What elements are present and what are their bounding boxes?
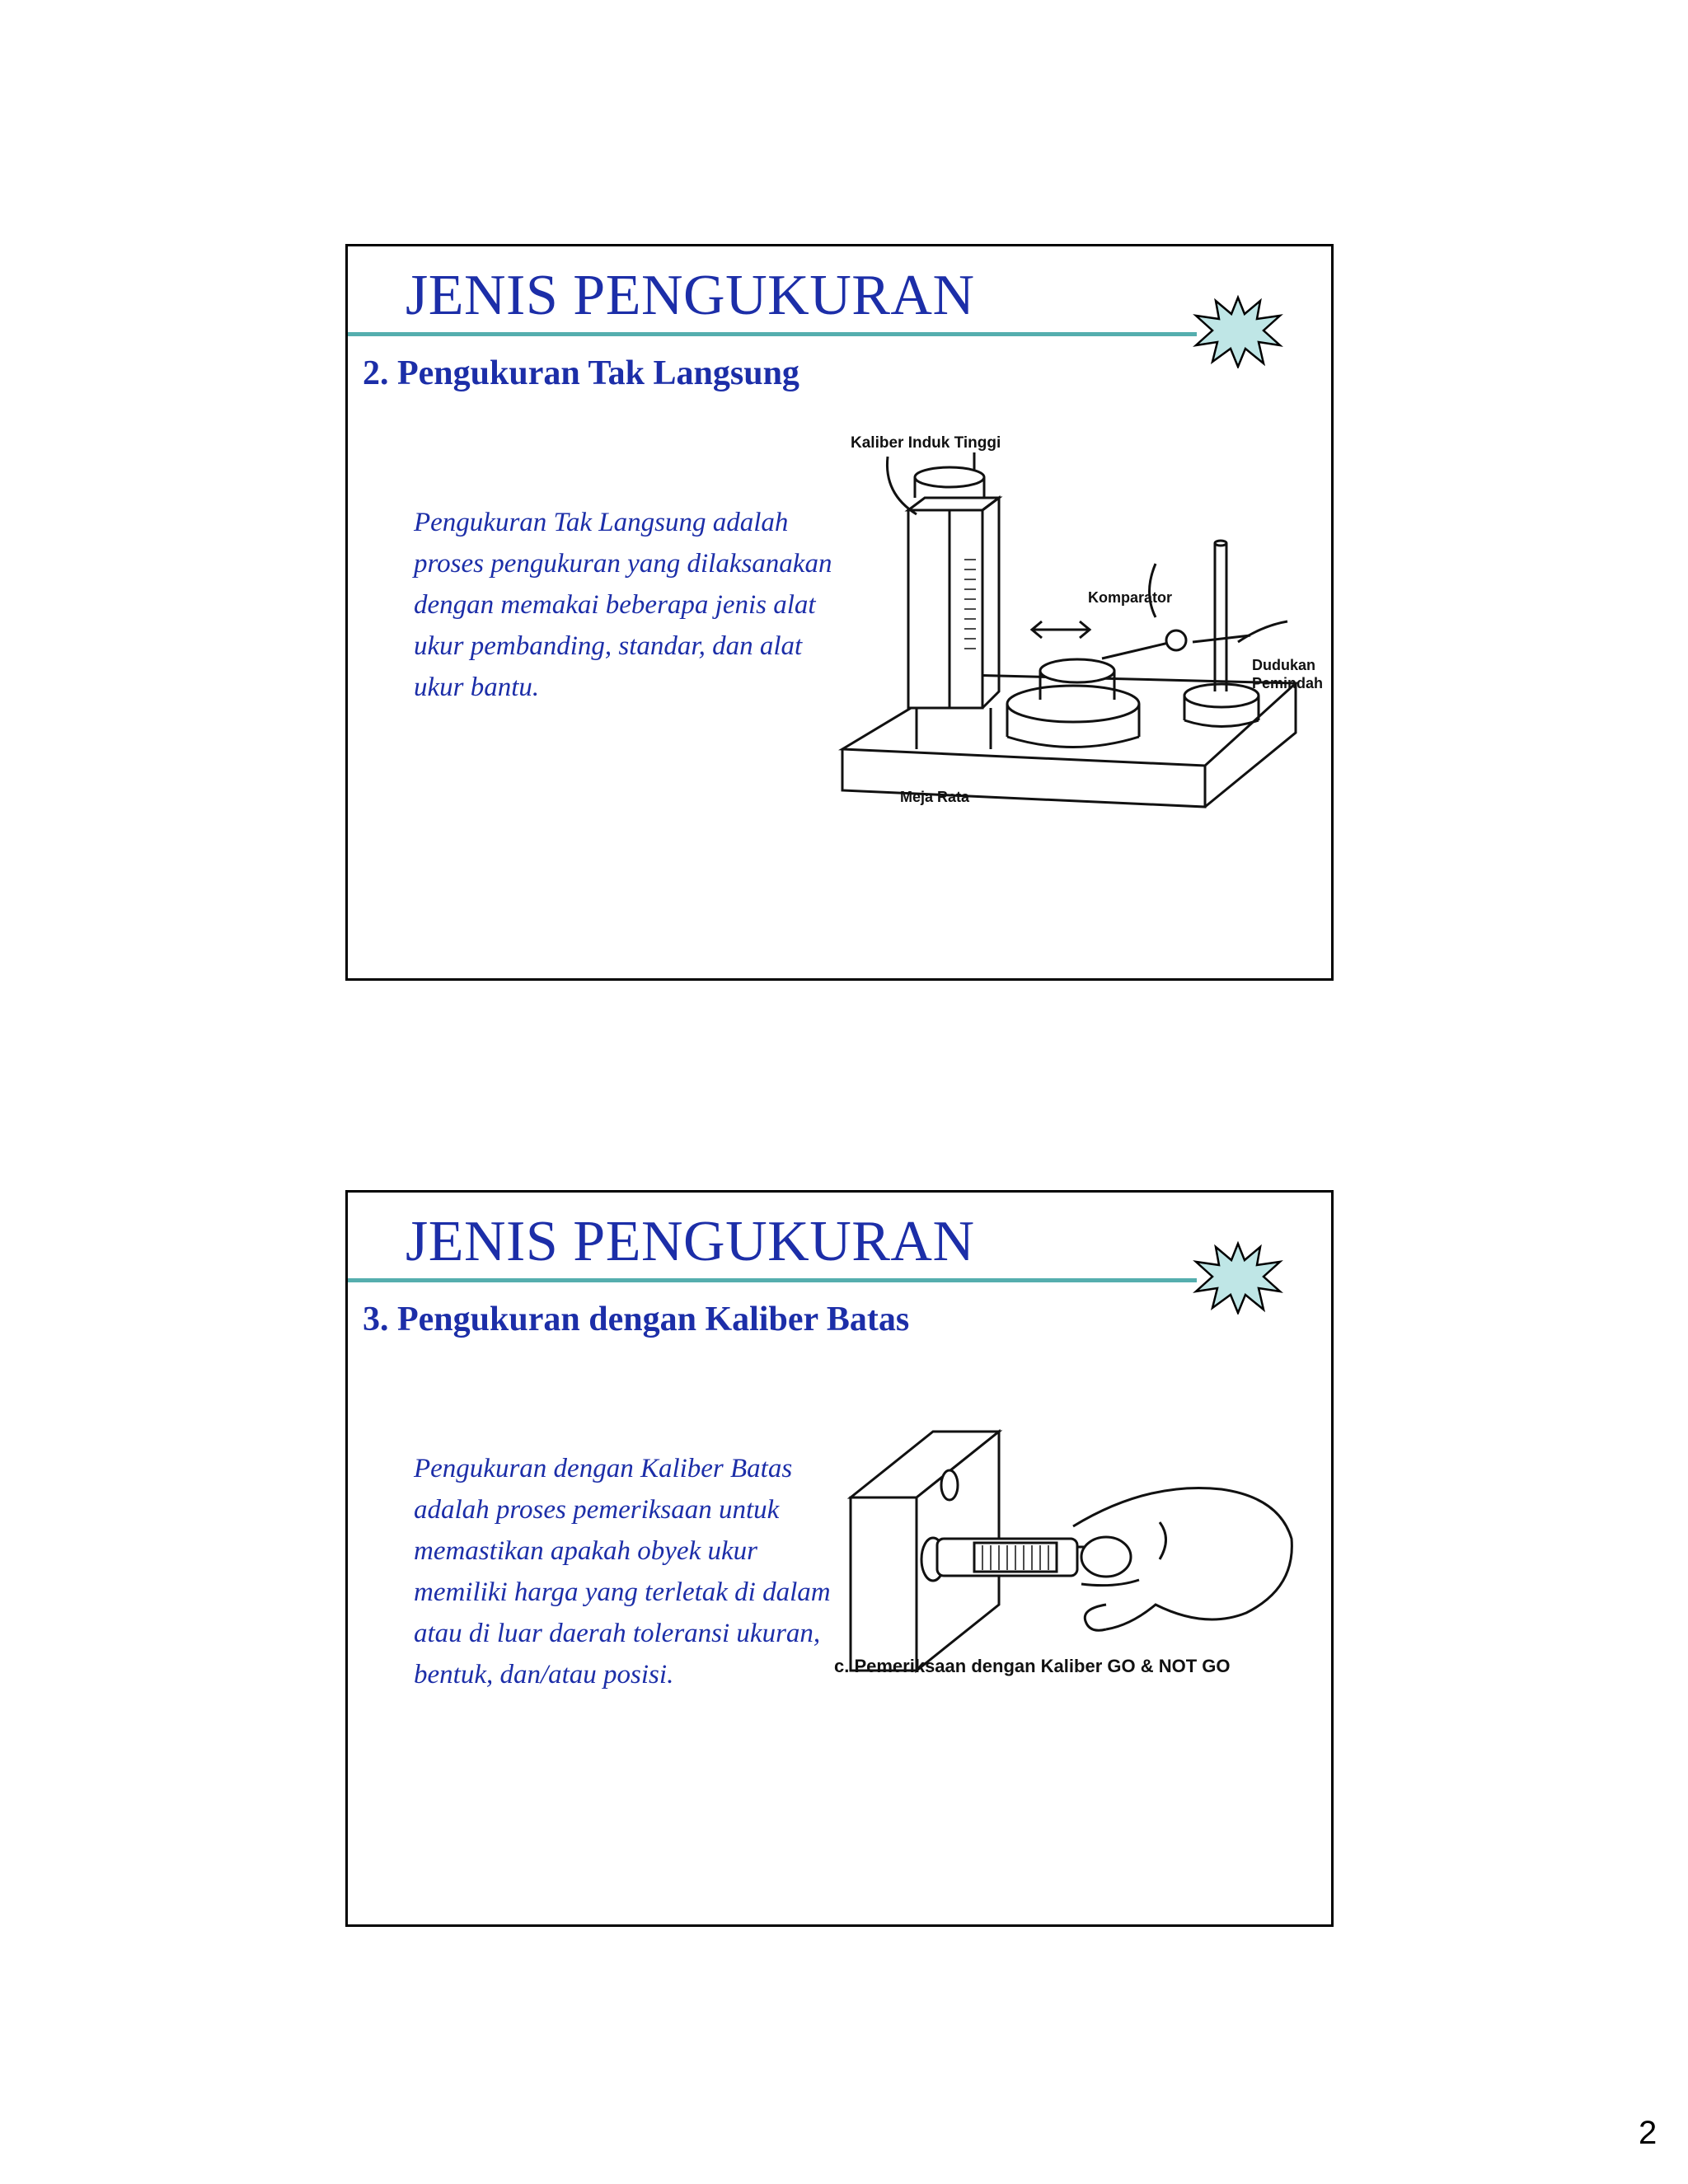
slide-title: JENIS PENGUKURAN	[406, 1210, 975, 1273]
starburst-icon	[1193, 1240, 1283, 1315]
label-surface-plate: Meja Rata	[900, 789, 970, 805]
slide-2	[345, 1190, 1334, 1927]
label-holder-line2: Pemindah	[1252, 675, 1324, 691]
slide-subtitle: 2. Pengukuran Tak Langsung	[363, 354, 799, 392]
label-comparator: Komparator	[1088, 589, 1173, 606]
slide-description: Pengukuran Tak Langsung adalah proses pengukuran yang dilaksanakan dengan memakai beberapa jenis alat ukur pembanding, standar, dan alat ukur bantu.	[414, 508, 832, 702]
limit-gauge-illustration	[834, 1423, 1329, 1745]
starburst-icon	[1193, 294, 1283, 368]
label-holder-line1: Dudukan	[1252, 657, 1316, 673]
slide-1	[345, 244, 1334, 981]
label-height-gauge: Kaliber Induk Tinggi	[851, 434, 1001, 452]
slide-subtitle: 3. Pengukuran dengan Kaliber Batas	[363, 1301, 910, 1338]
title-divider	[348, 1278, 1197, 1282]
go-notgo-gauge-drawing	[834, 1423, 1329, 1745]
slide-title: JENIS PENGUKURAN	[406, 264, 975, 327]
measurement-setup-drawing	[826, 419, 1320, 848]
figure-caption: c. Pemeriksaan dengan Kaliber GO & NOT GO	[834, 1656, 1231, 1676]
slide-description: Pengukuran dengan Kaliber Batas adalah proses pemeriksaan untuk memastikan apakah obyek ukur memiliki harga yang terletak di dalam atau di luar daerah toleransi ukuran, bentuk, dan/atau posisi.	[414, 1454, 831, 1690]
page-number: 2	[1639, 2115, 1658, 2151]
indirect-measurement-illustration	[826, 419, 1324, 848]
title-divider	[348, 332, 1197, 336]
